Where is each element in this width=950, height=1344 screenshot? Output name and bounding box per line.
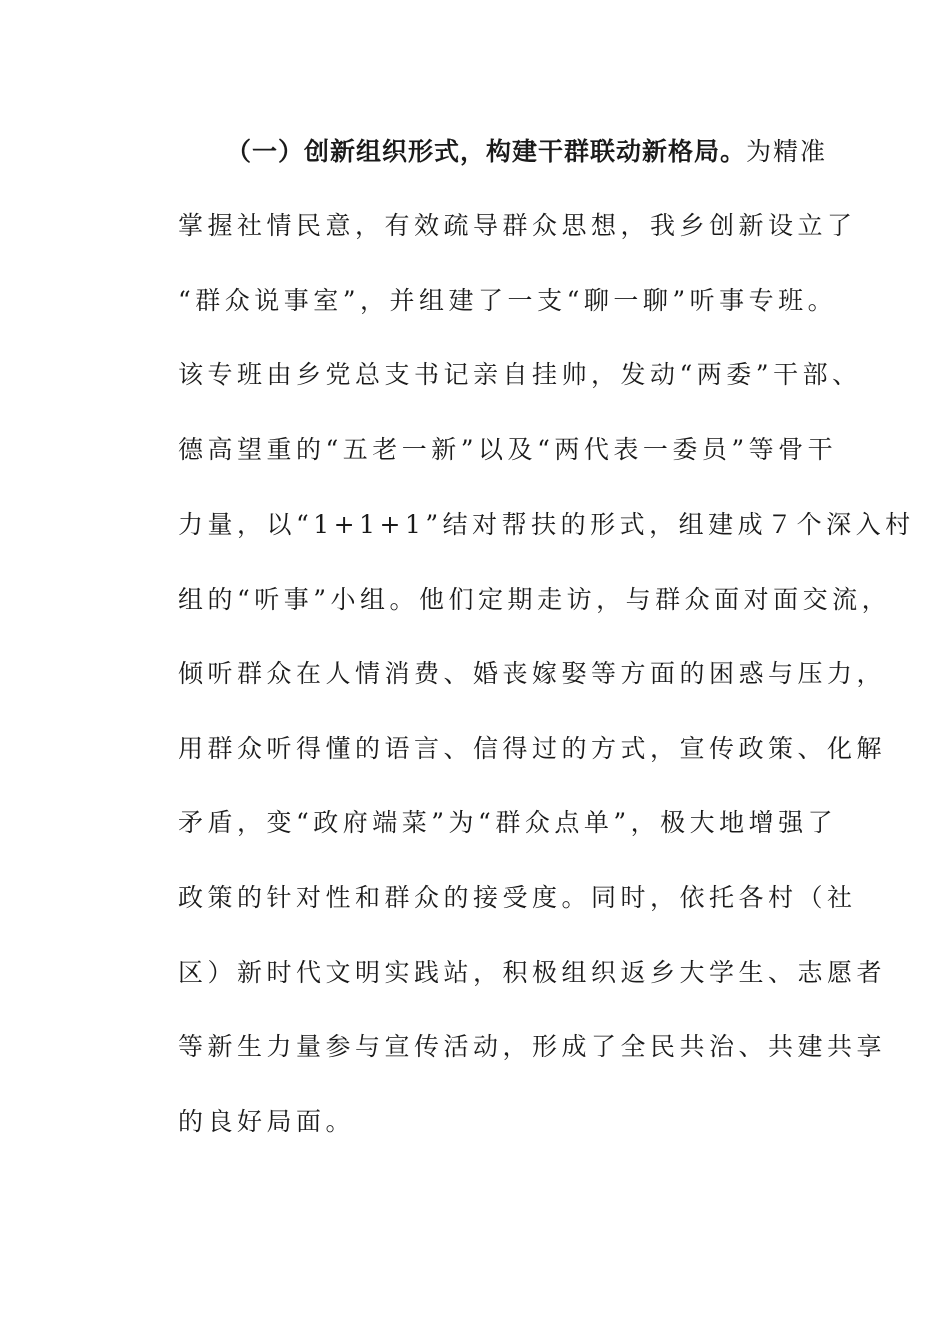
section-heading: （一）创新组织形式，构建干群联动新格局。 (226, 137, 747, 166)
paragraph-line: “群众说事室”，并组建了一支“聊一聊”听事专班。 (178, 286, 838, 315)
paragraph-line: 政策的针对性和群众的接受度。同时，依托各村（社 (178, 883, 857, 912)
paragraph-line: 等新生力量参与宣传活动，形成了全民共治、共建共享 (178, 1032, 887, 1061)
paragraph-line: 倾听群众在人情消费、婚丧嫁娶等方面的困惑与压力， (178, 659, 887, 688)
paragraph-line: 掌握社情民意，有效疏导群众思想，我乡创新设立了 (178, 211, 857, 240)
paragraph-line: 力量，以“1+1+1”结对帮扶的形式，组建成７个深入村 (178, 510, 915, 539)
paragraph-line: 德高望重的“五老一新”以及“两代表一委员”等骨干 (178, 435, 838, 464)
paragraph-line: 区）新时代文明实践站，积极组织返乡大学生、志愿者 (178, 958, 887, 987)
paragraph-line: 组的“听事”小组。他们定期走访，与群众面对面交流， (178, 585, 892, 614)
paragraph-line: 的良好局面。 (178, 1107, 356, 1136)
paragraph-line: 该专班由乡党总支书记亲自挂帅，发动“两委”干部、 (178, 360, 862, 389)
paragraph-line: 用群众听得懂的语言、信得过的方式，宣传政策、化解 (178, 734, 887, 763)
heading-tail-text: 为精准 (746, 137, 828, 166)
paragraph-line: 矛盾，变“政府端菜”为“群众点单”，极大地增强了 (178, 808, 838, 837)
paragraph-first-line (226, 132, 826, 172)
